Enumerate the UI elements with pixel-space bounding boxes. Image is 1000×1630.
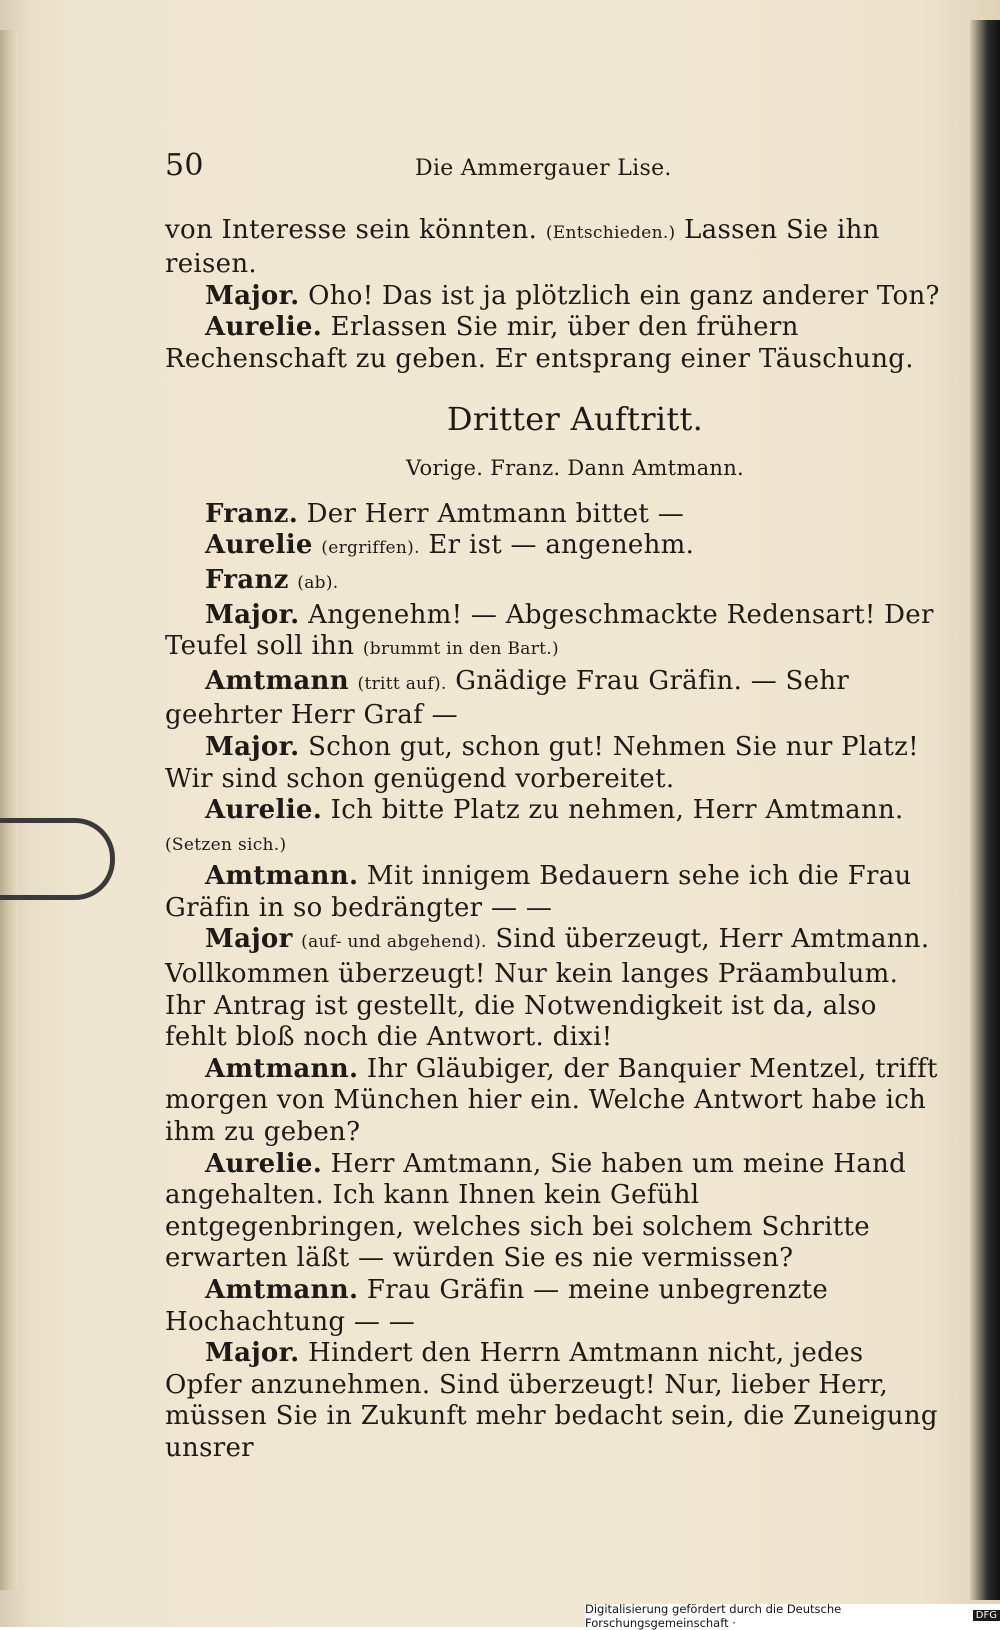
dialogue-line: von Interesse sein könnten. (Entschieden.) Lassen Sie ihn reisen. — [165, 214, 880, 280]
dialogue-line: Major (auf- und abgehend). Sind überzeugt, Herr Amtmann. Vollkommen überzeugt! Nur kein langes Präambulum. Ihr Antrag ist gestellt, die Notwendigkeit ist da, also fehlt bloß noch die Antwort. dixi! — [165, 924, 930, 1053]
dialogue-line: Major. Hindert den Herrn Amtmann nicht, jedes Opfer anzunehmen. Sind überzeugt! Nur, lieber Herr, müssen Sie in Zukunft mehr bedacht sein, die Zuneigung unsrer — [165, 1338, 938, 1463]
speaker-name: Franz — [205, 564, 289, 595]
book-spine-shadow — [0, 30, 18, 1590]
speaker-name: Amtmann. — [205, 1053, 359, 1084]
dialogue-line: Franz (ab). — [205, 564, 339, 595]
scene-title: Dritter Auftritt. — [446, 399, 704, 438]
dialogue-line: Major. Angenehm! — Abgeschmackte Redensart! Der Teufel soll ihn (brummt in den Bart.) — [165, 599, 934, 662]
speaker-name: Aurelie. — [205, 795, 323, 826]
speaker-name: Amtmann. — [205, 1275, 359, 1305]
digitization-credit — [585, 1601, 1000, 1630]
page-header — [165, 150, 945, 185]
dialogue-line: Aurelie. Herr Amtmann, Sie haben um meine Hand angehalten. Ich kann Ihnen kein Gefühl entgegenbringen, welches sich bei solchem Schritte erwarten läßt — würden Sie es nie vermissen? — [165, 1148, 907, 1274]
dialogue-line: Amtmann (tritt auf). Gnädige Frau Gräfin. — Sehr geehrter Herr Graf — — [165, 665, 850, 731]
running-title: Die Ammergauer Lise. — [415, 156, 672, 181]
dialogue-line: Major. Oho! Das ist ja plötzlich ein ganz anderer Ton? — [205, 280, 940, 311]
book-page — [165, 150, 945, 1465]
dialogue-line: Aurelie. Ich bitte Platz zu nehmen, Herr Amtmann. (Setzen sich.) — [165, 795, 904, 855]
dialogue-line: Franz. Der Herr Amtmann bittet — — [205, 498, 685, 529]
speaker-name: Aurelie — [205, 530, 313, 561]
dfg-logo: DFG — [973, 1610, 1000, 1621]
page-number: 50 — [165, 148, 204, 183]
dialogue-line: Major. Schon gut, schon gut! Nehmen Sie nur Platz! Wir sind schon genügend vorbereitet. — [165, 731, 919, 794]
page-edge-shadow — [970, 20, 1000, 1600]
scene-cast: Vorige. Franz. Dann Amtmann. — [405, 456, 745, 481]
dialogue-line: Amtmann. Frau Gräfin — meine unbegrenzte Hochachtung — — — [165, 1275, 829, 1337]
speaker-name: Amtmann. — [205, 861, 359, 892]
speaker-name: Major. — [205, 280, 300, 311]
speaker-name: Aurelie. — [205, 312, 323, 343]
speaker-name: Major — [205, 924, 293, 955]
credit-text: Digitalisierung gefördert durch die Deutsche Forschungsgemeinschaft · — [585, 1601, 842, 1630]
speaker-name: Major. — [205, 599, 300, 630]
speaker-name: Major. — [205, 1338, 300, 1369]
dialogue-line: Amtmann. Mit innigem Bedauern sehe ich die Frau Gräfin in so bedrängter — — — [165, 861, 912, 923]
dialogue-line: Aurelie. Erlassen Sie mir, über den frühern Rechenschaft zu geben. Er entsprang einer Täuschung. — [165, 312, 914, 374]
dialogue-line: Aurelie (ergriffen). Er ist — angenehm. — [205, 530, 695, 561]
speaker-name: Aurelie. — [205, 1148, 323, 1179]
dialogue-line: Amtmann. Ihr Gläubiger, der Banquier Mentzel, trifft morgen von München hier ein. Welche Antwort habe ich ihm zu geben? — [165, 1053, 938, 1148]
speaker-name: Amtmann — [205, 665, 349, 696]
book-strap — [0, 818, 115, 900]
speaker-name: Franz. — [205, 498, 299, 529]
speaker-name: Major. — [205, 731, 300, 762]
